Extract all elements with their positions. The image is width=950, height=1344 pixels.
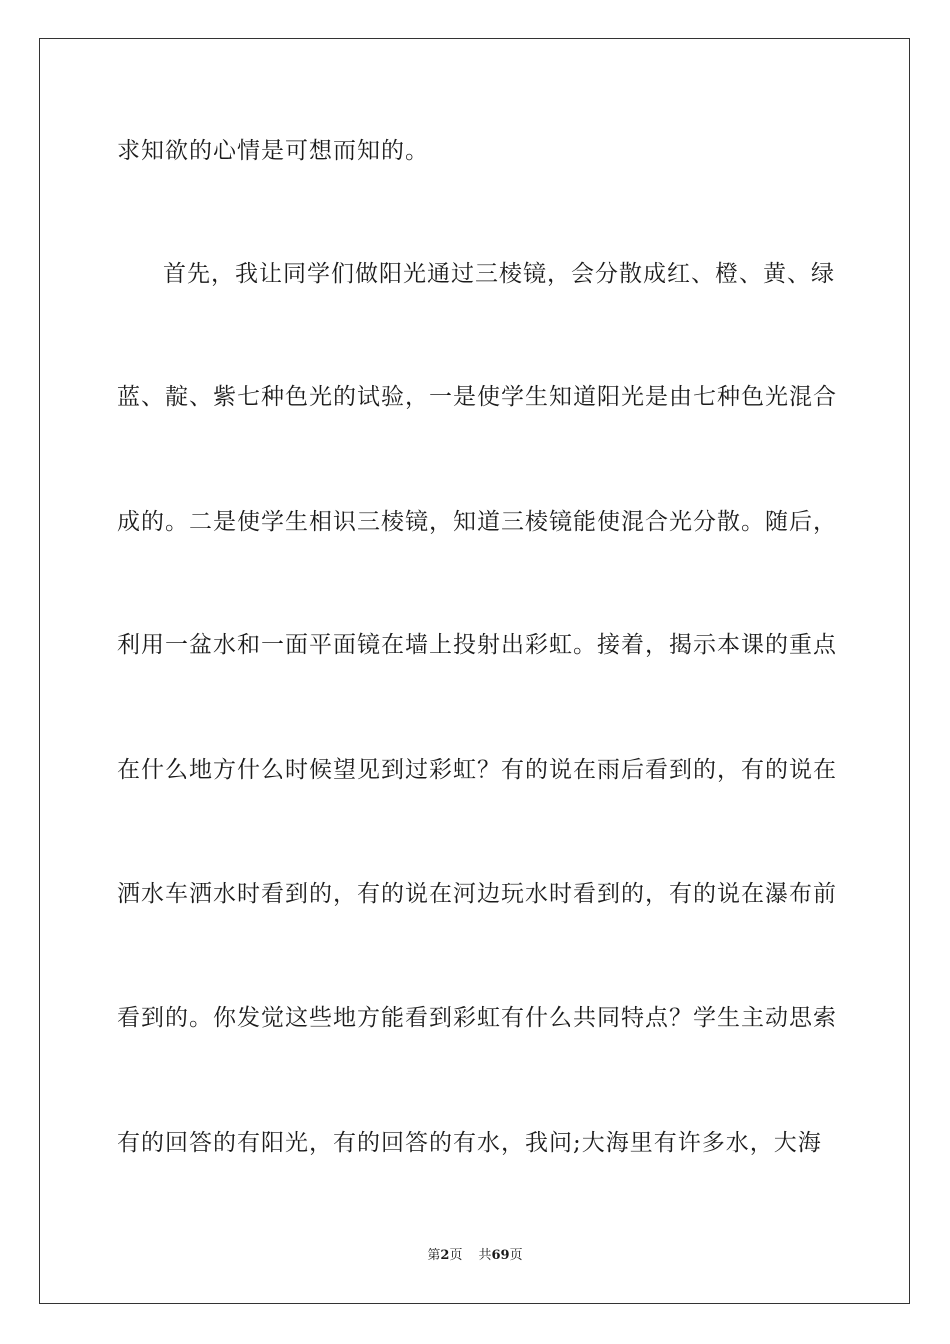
page-number: 2	[440, 1248, 450, 1263]
page-prefix: 第	[427, 1248, 441, 1263]
text-line: 有的回答的有阳光，有的回答的有水，我问;大海里有许多水，大海	[117, 1130, 822, 1156]
text-line: 洒水车洒水时看到的，有的说在河边玩水时看到的，有的说在瀑布前	[117, 881, 837, 907]
text-line: 求知欲的心情是可想而知的。	[117, 138, 429, 164]
text-line: 利用一盆水和一面平面镜在墙上投射出彩虹。接着，揭示本课的重点	[117, 632, 837, 658]
page-border	[39, 38, 910, 1304]
page-suffix: 页	[449, 1248, 463, 1263]
paragraph-first-line: 首先，我让同学们做阳光通过三棱镜，会分散成红、橙、黄、绿	[163, 261, 835, 287]
text-line: 蓝、靛、紫七种色光的试验，一是使学生知道阳光是由七种色光混合	[117, 384, 837, 410]
page-footer	[0, 1247, 950, 1265]
total-prefix: 共	[478, 1248, 492, 1263]
text-line: 在什么地方什么时候望见到过彩虹？有的说在雨后看到的，有的说在	[117, 757, 837, 783]
total-pages: 69	[491, 1248, 510, 1263]
text-line: 看到的。你发觉这些地方能看到彩虹有什么共同特点？学生主动思索	[117, 1005, 837, 1031]
text-line: 成的。二是使学生相识三棱镜，知道三棱镜能使混合光分散。随后，	[117, 509, 837, 535]
total-suffix: 页	[509, 1248, 523, 1263]
